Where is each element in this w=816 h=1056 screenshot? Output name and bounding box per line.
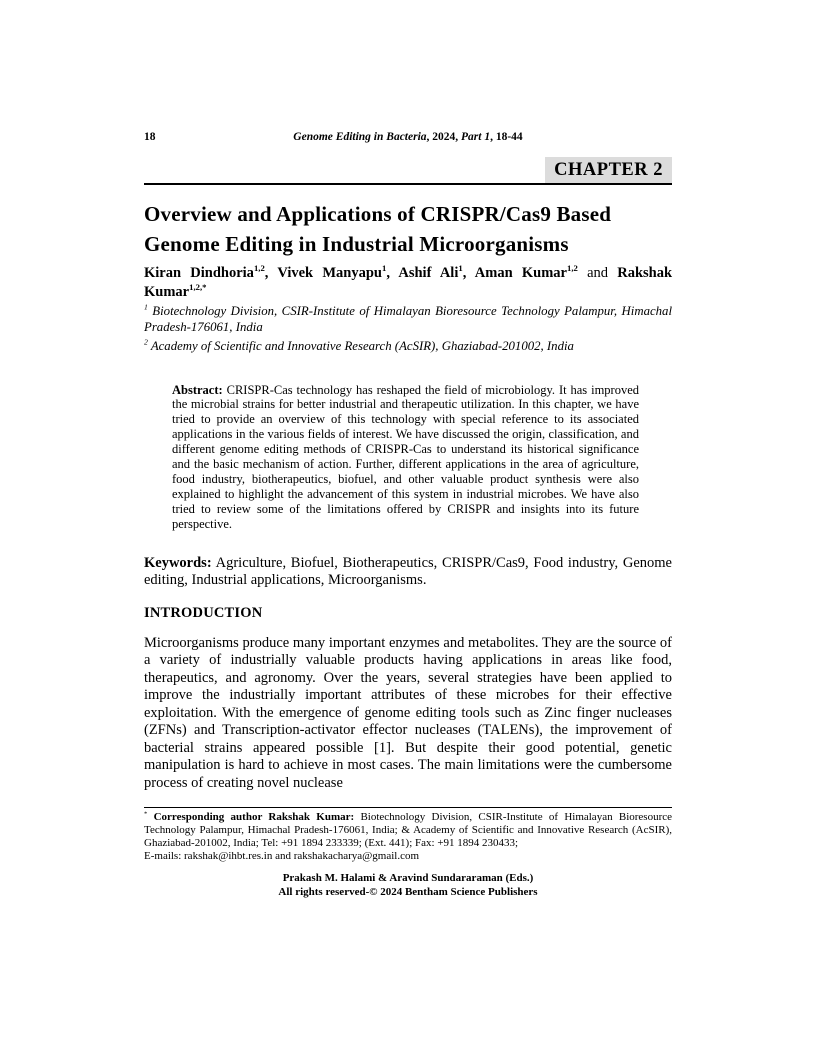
author-separator: , (386, 265, 399, 281)
footer-copyright: All rights reserved-© 2024 Bentham Science Publishers (278, 885, 538, 898)
author-name: Kiran Dindhoria$^{1,2}$ (144, 263, 265, 281)
author-name: Vivek Manyapu$^1$ (277, 263, 387, 281)
abstract-block (172, 383, 639, 532)
author-affiliation-superscript: 1,2,* (189, 281, 207, 292)
chapter-title-line2: Genome Editing in Industrial Microorganisms (144, 232, 569, 256)
footnote-address-text: Biotechnology Division, CSIR-Institute of Himalayan Bioresource Technology Palampur, Himachal Pradesh-176061, India; & Academy of Scientific and Innovative Research (AcSIR), Ghaziabad-201002, India; Tel: +91 1894 233339; (Ext. 441); Fax: +91 1894 230433; (144, 811, 673, 850)
author-name: Rakshak Kumar$^{1,2,*}$ (144, 265, 673, 300)
affiliation-superscript: 1 (144, 302, 148, 312)
running-head (144, 131, 672, 144)
abstract-text: CRISPR-Cas technology has reshaped the field of microbiology. It has improved the microbial strains for better industrial and therapeutic utilization. In this chapter, we have tried to provide an overview of this technology with special reference to its associated applications in the various fields of interest. We have discussed the origin, classification, and different genome editing methods of CRISPR-Cas to understand its historical significance and the basic mechanism of action. Further, different applications in the area of agriculture, food industry, biotherapeutics, biofuel, and other valuable product synthesis were also explained to highlight the advancement of this system in industrial microbes. We have also tried to review some of the limitations offered by CRISPR and insights into its future perspective. (172, 382, 640, 531)
affiliation-text: Academy of Scientific and Innovative Research (AcSIR), Ghaziabad-201002, India (150, 339, 574, 353)
chapter-badge: CHAPTER 2 (545, 157, 672, 183)
page-content (144, 0, 672, 899)
introduction-paragraph: Microorganisms produce many important enzymes and metabolites. They are the source of a variety of industrially valuable products having applications in areas like food, therapeutics, and agronomy. Over the years, several strategies have been applied to improve the industrially important attributes of these microbes for their effective exploitation. With the emergence of genome editing tools such as Zinc finger nucleases (ZFNs) and Transcription-activator effector nucleases (TALENs), the improvement of bacterial strains appeared possible [1]. But despite their good potential, genetic manipulation is hard to achieve in most cases. The main limitations were the cumbersome process of creating novel nuclease (144, 634, 672, 791)
chapter-header-rule (144, 157, 672, 185)
author-separator: and (577, 265, 618, 281)
footnote-divider (144, 807, 672, 808)
author-name: Aman Kumar$^{1,2}$ (474, 263, 578, 281)
affiliation-superscript: 2 (144, 337, 148, 347)
footnote-text-block (144, 811, 672, 850)
footnote-block (144, 811, 672, 863)
affiliation-2 (144, 339, 672, 355)
running-title (144, 131, 672, 144)
running-part: Part 1 (461, 131, 491, 143)
keywords-block (144, 555, 672, 590)
author-name: Ashif Ali$^1$ (398, 263, 463, 281)
author-affiliation-superscript: 1,2 (253, 263, 265, 274)
footnote-corresponding-author-label: Corresponding author Rakshak Kumar: (153, 811, 355, 824)
running-journal-title: Genome Editing in Bacteria (293, 131, 427, 143)
running-pages: , 18-44 (490, 131, 523, 143)
chapter-title (144, 199, 672, 259)
abstract-label: Abstract: (172, 382, 223, 397)
section-heading-introduction: INTRODUCTION (144, 604, 263, 621)
author-separator: , (462, 265, 475, 281)
author-separator: , (264, 265, 278, 281)
footnote-emails: E-mails: rakshak@ihbt.res.in and rakshakacharya@gmail.com (144, 850, 420, 863)
affiliation-text: Biotechnology Division, CSIR-Institute of Himalayan Bioresource Technology Palampur, Himachal Pradesh-176061, India (144, 304, 672, 334)
keywords-text: Agriculture, Biofuel, Biotherapeutics, CRISPR/Cas9, Food industry, Genome editing, Industrial applications, Microorganisms. (144, 554, 672, 589)
running-year: , 2024, (426, 131, 462, 143)
keywords-label: Keywords: (144, 554, 212, 571)
author-line (144, 264, 672, 301)
chapter-title-line1: Overview and Applications of CRISPR/Cas9 Based (144, 202, 612, 226)
page-footer (144, 872, 672, 899)
page-number: 18 (144, 131, 156, 143)
author-affiliation-superscript: 1 (458, 263, 463, 274)
author-affiliation-superscript: 1,2 (566, 263, 578, 274)
affiliation-1 (144, 304, 672, 335)
footnote-marker: * (144, 810, 148, 818)
author-affiliation-superscript: 1 (381, 263, 387, 274)
footer-editors: Prakash M. Halami & Aravind Sundararaman (Eds.) (282, 872, 534, 885)
